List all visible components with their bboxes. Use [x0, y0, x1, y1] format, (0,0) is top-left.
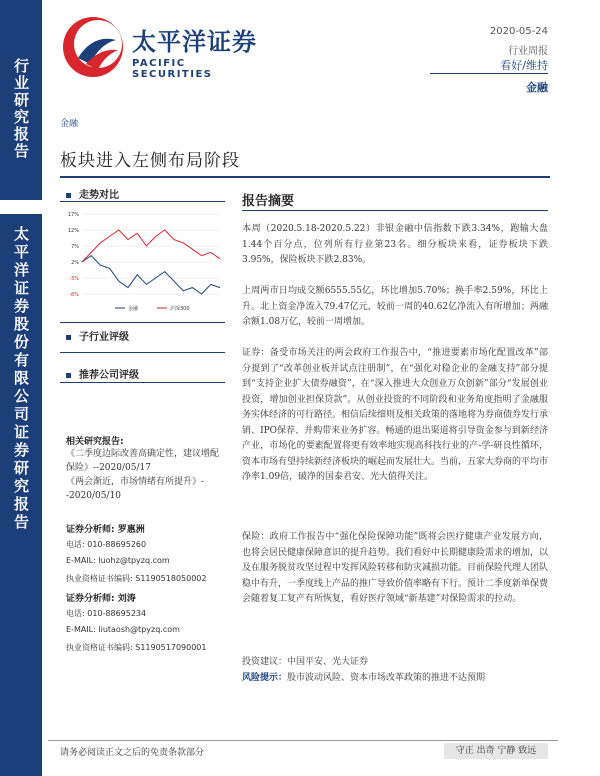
legend-label: 金融 [128, 306, 139, 312]
sidebar-divider [60, 322, 225, 323]
related-report-item[interactable]: 《二季度边际改善高确定性，建议增配保险》--2020/05/17 [66, 449, 220, 473]
sub-rating-heading: 子行业评级 [66, 328, 129, 343]
analyst-email[interactable]: E-MAIL: luohz@tpyzq.com [66, 556, 170, 565]
risk-label: 风险提示： [242, 673, 288, 683]
analyst-heading: 证券分析师: 刘涛 [66, 594, 136, 604]
analyst-cert: 执业资格证书编码: S1190517090001 [66, 643, 207, 652]
report-type: 行业周报 [508, 46, 548, 57]
y-tick-label: -3% [69, 276, 79, 282]
footer-divider [48, 740, 558, 741]
y-tick-label: 17% [67, 212, 79, 218]
logo-name-en: PACIFIC SECURITIES [132, 58, 213, 80]
logo-name-cn: 太平洋证券 [132, 27, 257, 56]
left-banner-top [0, 0, 42, 200]
analyst-phone: 电话: 010-88695260 [66, 540, 147, 549]
report-category-vertical: 行业研究报告 [12, 58, 30, 160]
risk-warning [242, 670, 485, 683]
trend-heading: 走势对比 [66, 186, 119, 201]
risk-text: 股市波动风险、资本市场改革政策的推进不达预期 [287, 673, 486, 683]
company-rating-heading: 推荐公司评级 [66, 366, 139, 381]
company-logo [60, 14, 270, 80]
sidebar-divider [60, 352, 225, 353]
sidebar-divider [60, 382, 225, 383]
header-divider [430, 73, 548, 74]
related-report-item[interactable]: 《两会渐近，市场情绪有所提升》--2020/05/10 [66, 477, 205, 501]
analyst-phone: 电话: 010-88695234 [66, 609, 147, 618]
y-tick-label: 2% [71, 260, 79, 266]
related-reports [66, 447, 226, 503]
investment-advice: 投资建议：中国平安、光大证券 [242, 657, 369, 667]
report-date: 2020-05-24 [489, 26, 548, 37]
company-name-vertical: 太平洋证券股份有限公司证券研究报告 [12, 226, 30, 532]
abstract-paragraph: 上周两市日均成交额6555.55亿，环比增加5.70%；换手率2.59%，环比上升。北上资金净流入79.47亿元，较前一周的40.62亿净流入有所增加；两融余额1.08万亿，较前一周增加。 [242, 286, 548, 327]
title-divider [60, 176, 550, 178]
bullet-square-icon [66, 193, 71, 198]
legend-label: 沪深300 [170, 306, 190, 312]
bullet-square-icon [66, 373, 71, 378]
logo-emblem-icon [60, 14, 126, 80]
trend-chart [60, 206, 225, 316]
industry-rating: 看好/维持 [500, 59, 548, 72]
analyst-email[interactable]: E-MAIL: liutaosh@tpyzq.com [66, 625, 180, 634]
abstract-paragraph: 证券：备受市场关注的两会政府工作报告中，“推进要素市场化配置改革”部分提到了“改革创业板并试点注册制”，在“强化对稳企业的金融支持”部分提到“支持企业扩大债券融资”，在“深入推进大众创业万众创新”部分“发展创业投资，增加创业担保贷款”。从创业投资的不同阶段和业务角度指明了金融服务实体经济的可行路径。相信后续细则及相关政策的落地将为券商债券发行承销、IPO保荐、并购带来业务扩容。畅通的退出渠道将引导资金参与到新经济产业，市场化的要素配置将更有效率地实现高科技行业的产-学-研良性循环，资本市场有望持续新经济板块的崛起而发展壮大。当前，五家大券商的平均市净率1.09倍，破净的国泰君安、光大值得关注。 [242, 348, 549, 482]
industry-label: 金融 [526, 81, 548, 94]
abstract-divider [242, 210, 548, 211]
y-tick-label: -8% [69, 292, 79, 298]
page-title: 板块进入左侧布局阶段 [60, 151, 240, 171]
abstract-paragraph: 保险：政府工作报告中“强化保险保障功能”既将会医疗健康产业发展方向，也将会居民健康保障意识的提升趋势。我们看好中长期健康险需求的增加，以及在服务脱贫攻坚过程中发挥风险转移和防灾减损功能。目前保险代理人团队稳中有升，一季度线上产品的推广导致价值率略有下行。预计二季度新单保费会随着复工复产有所恢复，看好医疗领域“新基建”对保险需求的拉动。 [242, 532, 549, 604]
sidebar-divider [60, 201, 225, 202]
y-tick-label: 7% [71, 244, 79, 250]
footer-motto: 守正 出奇 宁静 致远 [444, 743, 548, 759]
analyst-heading: 证券分析师: 罗惠洲 [66, 525, 145, 535]
footer-disclaimer: 请务必阅读正文之后的免责条款部分 [60, 748, 205, 758]
abstract-paragraph: 本周（2020.5.18-2020.5.22）非银金融中信指数下跌3.34%，跑输大盘1.44个百分点，位列所有行业第23名。细分板块来看，证券板块下跌3.95%，保险板块下跌2.83%。 [242, 224, 548, 265]
y-tick-label: 12% [67, 228, 79, 234]
abstract-heading: 报告摘要 [242, 194, 295, 209]
breadcrumb: 金融 [60, 119, 79, 129]
bullet-square-icon [66, 335, 71, 340]
left-banner-bottom [0, 214, 42, 776]
related-heading: 相关研究报告: [66, 437, 124, 447]
series-line [82, 256, 220, 294]
analyst-cert: 执业资格证书编码: S1190518050002 [66, 574, 207, 583]
